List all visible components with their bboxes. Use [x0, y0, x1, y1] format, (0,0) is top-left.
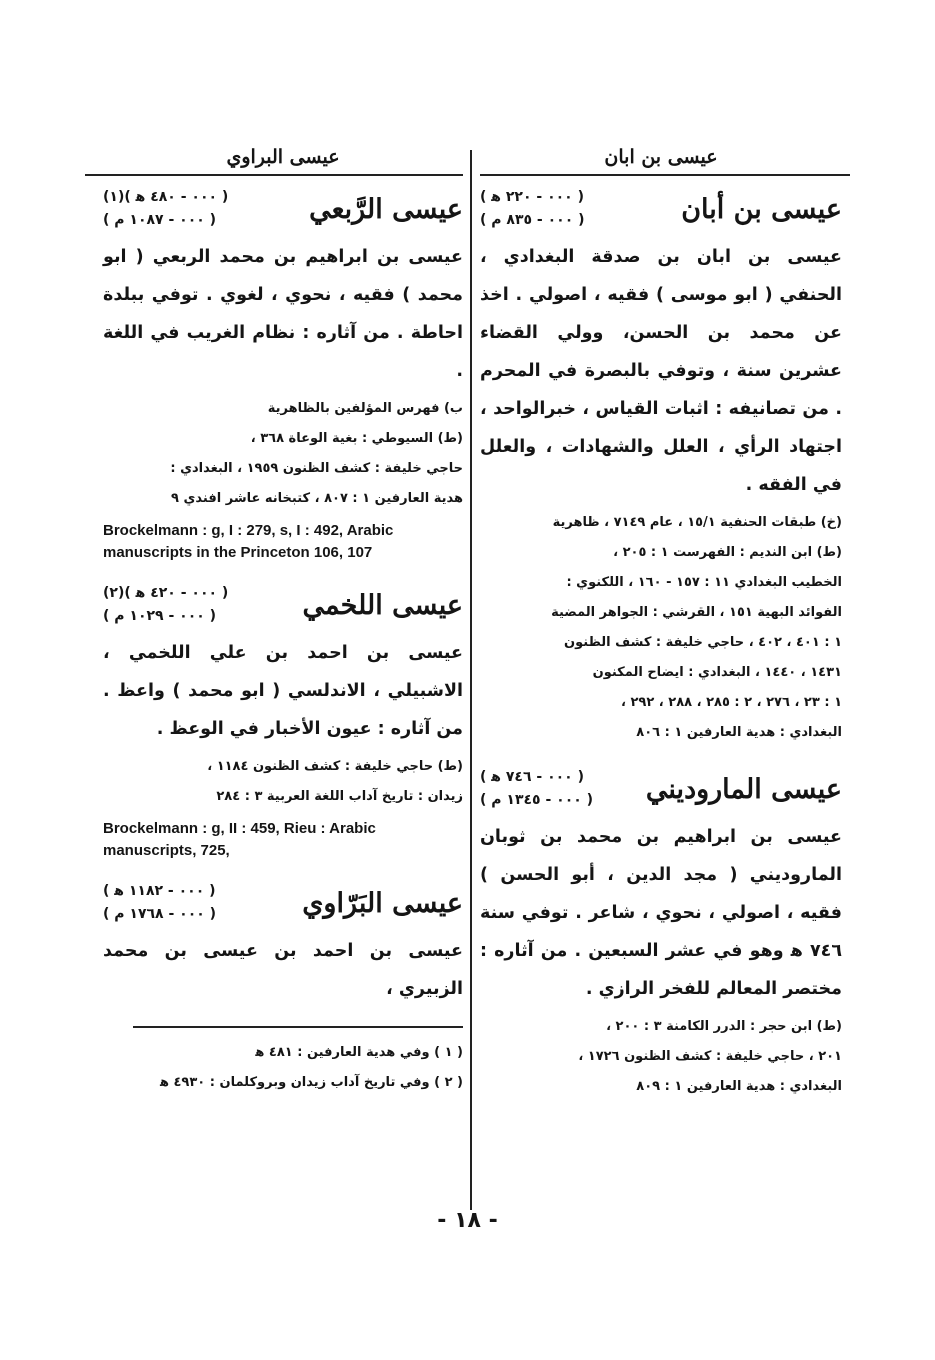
entry-isa-al-rabai [103, 186, 463, 564]
gregorian-date: ( ٠٠٠ - ١٧٦٨ م ) [103, 906, 217, 922]
header-rule-right [480, 174, 850, 176]
left-column [103, 140, 463, 1098]
source-line: ٢٠١ ، حاجي خليفة : كشف الظنون ١٧٢٦ ، [578, 1049, 842, 1064]
entry-body: عيسى بن احمد بن علي اللخمي ، الاشبيلي ، الاندلسي ( ابو محمد ) واعظ . من آثاره : عيون الأخبار في الوعظ . [103, 643, 463, 739]
source-line: (ط) ابن النديم : الفهرست ١ : ٢٠٥ ، [613, 545, 842, 560]
entry-sources [480, 508, 842, 748]
source-line: البغدادي : هدية العارفين ١ : ٨٠٩ [636, 1079, 842, 1094]
source-line: (ط) السيوطي : بغية الوعاة ٣٦٨ ، [250, 431, 463, 446]
source-line: (ط) ابن حجر : الدرر الكامنة ٣ : ٢٠٠ ، [606, 1019, 842, 1034]
gregorian-date: ( ٠٠٠ - ٨٣٥ م ) [480, 212, 585, 228]
source-line: حاجي خليفة : كشف الظنون ١٩٥٩ ، البغدادي : [170, 461, 463, 476]
footnote-1: ( ١ ) وفي هدية العارفين : ٤٨١ ﻫ [255, 1045, 463, 1060]
source-line: الفوائد البهية ١٥١ ، القرشي : الجواهر المضية [551, 605, 842, 620]
source-line: ب) فهرس المؤلفين بالظاهرية [267, 401, 463, 416]
entry-heading [103, 880, 463, 926]
footnote-rule [133, 1026, 463, 1028]
hijri-date: ( ٠٠٠ - ٤٨٠ ﻫ )(١) [103, 189, 229, 205]
source-line: زيدان : تاريخ آداب اللغة العربية ٣ : ٢٨٤ [216, 789, 463, 804]
entry-name: عيسى البَرّاوي [302, 887, 463, 919]
source-line: ١ : ٤٠١ ، ٤٠٢ ، حاجي خليفة : كشف الظنون [564, 635, 842, 650]
running-head-right: عيسى بن ابان [604, 146, 718, 168]
gregorian-date: ( ٠٠٠ - ١٠٨٧ م ) [103, 212, 217, 228]
entry-dates [103, 880, 216, 926]
entry-name: عيسى الماروديني [645, 773, 842, 805]
column-divider [470, 150, 472, 1210]
hijri-date: ( ٠٠٠ - ٧٤٦ ﻫ ) [480, 769, 584, 785]
footnote-2: ( ٢ ) وفي تاريخ آداب زيدان وبروكلمان : ٤٩٣٠ ﻫ [159, 1075, 463, 1090]
entry-body: عيسى بن احمد بن عيسى بن محمد الزبيري ، [103, 941, 463, 999]
entry-heading [480, 186, 842, 232]
source-line: ١ : ٢٣ ، ٢٧٦ ، ٢ : ٢٨٥ ، ٢٨٨ ، ٢٩٢ ، [621, 695, 842, 710]
entry-heading [103, 186, 463, 232]
gregorian-date: ( ٠٠٠ - ١٠٢٩ م ) [103, 608, 217, 624]
entry-isa-al-barrawi [103, 880, 463, 1008]
header-rule-left [85, 174, 463, 176]
source-line: هدية العارفين ١ : ٨٠٧ ، كتبخانه عاشر افندي ٩ [171, 491, 463, 506]
entry-name: عيسى اللخمي [302, 589, 463, 621]
running-head-left: عيسى البراوي [226, 146, 340, 168]
entry-dates [103, 186, 228, 232]
right-column [480, 140, 842, 1120]
latin-reference: Brockelmann : g, II : 459, Rieu : Arabic manuscripts, 725, [103, 820, 376, 859]
entry-body: عيسى بن ابراهيم بن محمد بن ثوبان الماروديني ( مجد الدين ، أبو الحسن ) فقيه ، اصولي ، نحوي ، شاعر . توفي سنة ٧٤٦ ﻫ وهو في عشر السبعين . من آثاره : مختصر المعالم للفخر الرازي . [480, 827, 842, 999]
entry-body: عيسى بن ابراهيم بن محمد الربعي ( ابو محمد ) فقيه ، نحوي ، لغوي . توفي ببلدة احاطة . من آثاره : نظام الغريب في اللغة . [103, 247, 463, 381]
entry-dates [480, 766, 593, 812]
entry-sources [103, 394, 463, 514]
entry-body: عيسى بن ابان بن صدقة البغدادي ، الحنفي ( ابو موسى ) فقيه ، اصولي . اخذ عن محمد بن الحسن، وولي القضاء عشرين سنة ، وتوفي بالبصرة في المحرم . من تصانيفه : اثبات القياس ، خبرالواحد ، اجتهاد الرأي ، العلل والشهادات ، والعلل في الفقه . [480, 247, 842, 495]
entry-sources [103, 752, 463, 812]
source-line: البغدادي : هدية العارفين ١ : ٨٠٦ [636, 725, 842, 740]
latin-reference: Brockelmann : g, I : 279, s, I : 492, Arabic manuscripts in the Princeton 106, 107 [103, 522, 394, 561]
source-line: (خ) طبقات الحنفية ١٥/١ ، عام ٧١٤٩ ، ظاهرية [552, 515, 842, 530]
entry-isa-ibn-aban [480, 186, 842, 748]
entry-dates [103, 582, 228, 628]
entry-isa-al-lakhmi [103, 582, 463, 862]
entry-sources [480, 1012, 842, 1102]
source-line: (ط) حاجي خليفة : كشف الظنون ١١٨٤ ، [207, 759, 463, 774]
hijri-date: ( ٠٠٠ - ٢٢٠ ﻫ ) [480, 189, 584, 205]
entry-isa-al-marudini [480, 766, 842, 1102]
entry-name: عيسى بن أبان [681, 193, 842, 225]
entry-heading [103, 582, 463, 628]
entry-name: عيسى الرَّبعي [309, 193, 463, 225]
hijri-date: ( ٠٠٠ - ١١٨٢ ﻫ ) [103, 883, 216, 899]
source-line: ١٤٣١ ، ١٤٤٠ ، البغدادي : ايضاح المكنون [592, 665, 842, 680]
hijri-date: ( ٠٠٠ - ٤٢٠ ﻫ )(٢) [103, 585, 229, 601]
source-line: الخطيب البغدادي ١١ : ١٥٧ - ١٦٠ ، اللكنوي : [566, 575, 842, 590]
gregorian-date: ( ٠٠٠ - ١٣٤٥ م ) [480, 792, 594, 808]
entry-dates [480, 186, 585, 232]
entry-heading [480, 766, 842, 812]
page-number: - ١٨ - [437, 1208, 498, 1233]
